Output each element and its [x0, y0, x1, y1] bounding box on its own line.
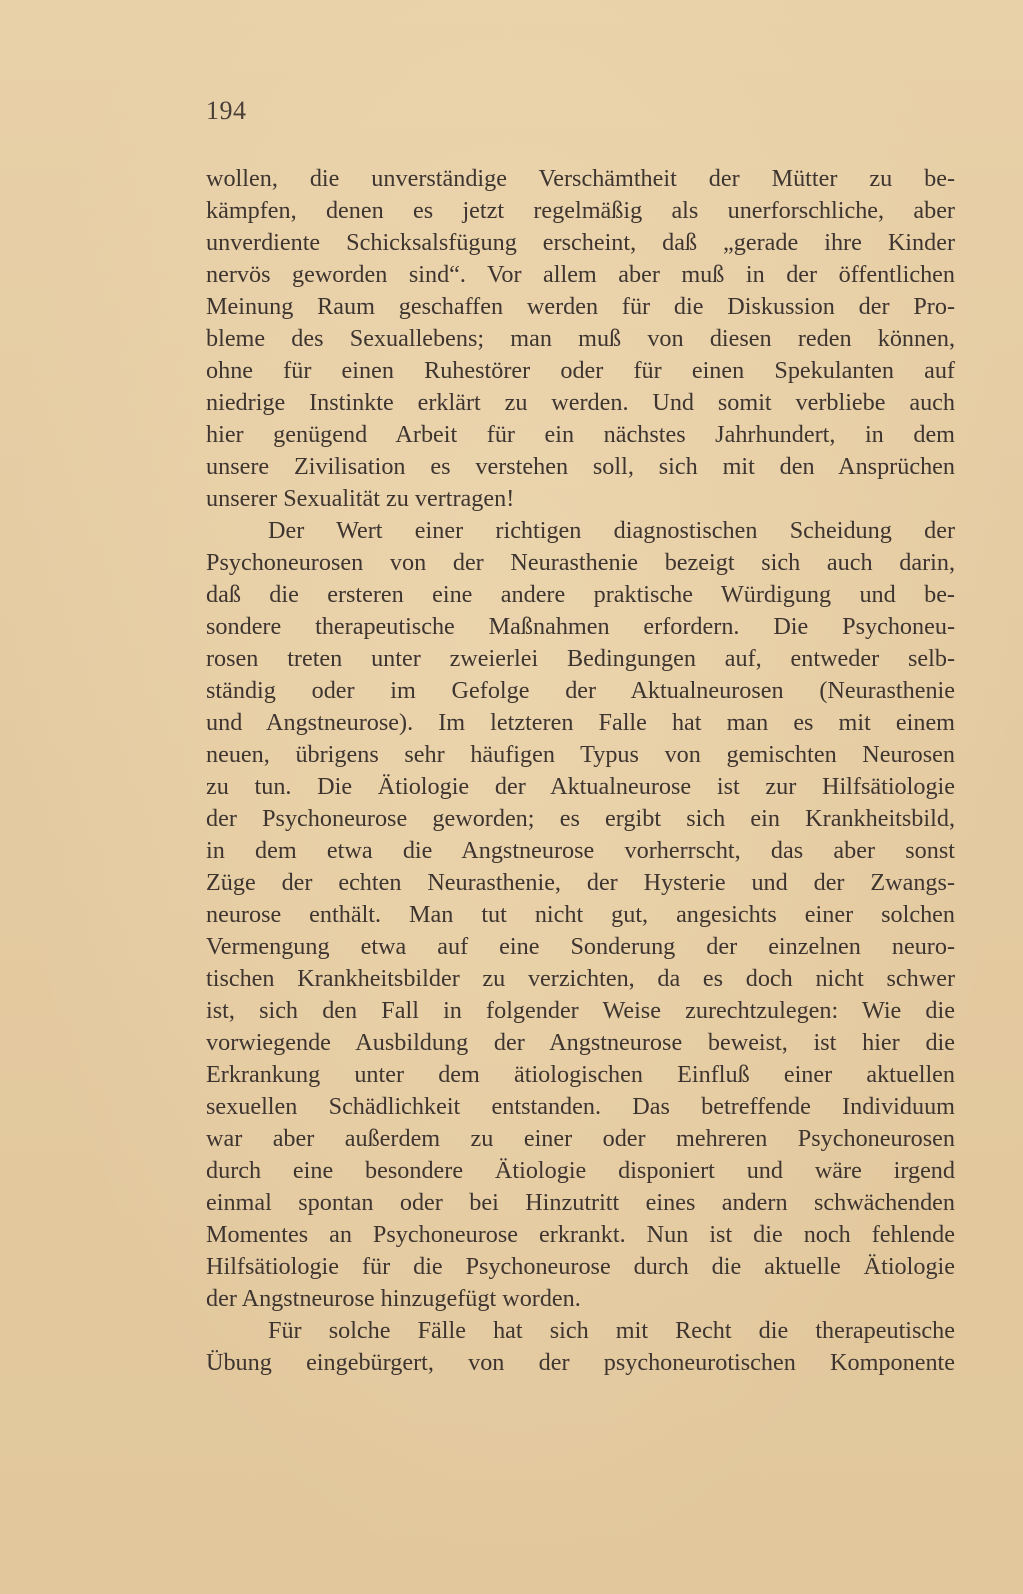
- text-line: Vermengung etwa auf eine Sonderung der einzelnen neuro-: [206, 933, 955, 960]
- text-line: sexuellen Schädlichkeit entstanden. Das betreffende Individuum: [206, 1093, 955, 1120]
- text-line: Züge der echten Neurasthenie, der Hysterie und der Zwangs-: [206, 869, 955, 896]
- text-line: der Psychoneurose geworden; es ergibt sich ein Krankheitsbild,: [206, 805, 955, 832]
- text-line: sondere therapeutische Maßnahmen erfordern. Die Psychoneu-: [206, 613, 955, 640]
- text-line: Momentes an Psychoneurose erkrankt. Nun ist die noch fehlende: [206, 1221, 955, 1248]
- text-line: Für solche Fälle hat sich mit Recht die therapeutische: [268, 1317, 955, 1344]
- text-line: kämpfen, denen es jetzt regelmäßig als unerforschliche, aber: [206, 197, 955, 224]
- text-line: tischen Krankheitsbilder zu verzichten, da es doch nicht schwer: [206, 965, 955, 992]
- text-line: neurose enthält. Man tut nicht gut, angesichts einer solchen: [206, 901, 955, 928]
- text-line: Der Wert einer richtigen diagnostischen Scheidung der: [268, 517, 955, 544]
- text-line: ohne für einen Ruhestörer oder für einen Spekulanten auf: [206, 357, 955, 384]
- text-line: und Angstneurose). Im letzteren Falle hat man es mit einem: [206, 709, 955, 736]
- text-line: durch eine besondere Ätiologie disponiert und wäre irgend: [206, 1157, 955, 1184]
- text-line: Erkrankung unter dem ätiologischen Einfluß einer aktuellen: [206, 1061, 955, 1088]
- text-line: nervös geworden sind“. Vor allem aber muß in der öffentlichen: [206, 261, 955, 288]
- text-line: unserer Sexualität zu vertragen!: [206, 485, 515, 512]
- page-number: 194: [206, 96, 247, 125]
- text-line: unsere Zivilisation es verstehen soll, sich mit den Ansprüchen: [206, 453, 955, 480]
- text-line: wollen, die unverständige Verschämtheit der Mütter zu be-: [206, 165, 955, 192]
- text-line: ständig oder im Gefolge der Aktualneurosen (Neurasthenie: [206, 677, 955, 704]
- text-line: neuen, übrigens sehr häufigen Typus von gemischten Neurosen: [206, 741, 955, 768]
- text-line: vorwiegende Ausbildung der Angstneurose beweist, ist hier die: [206, 1029, 955, 1056]
- text-line: einmal spontan oder bei Hinzutritt eines andern schwächenden: [206, 1189, 955, 1216]
- text-line: Übung eingebürgert, von der psychoneurotischen Komponente: [206, 1349, 955, 1376]
- text-line: war aber außerdem zu einer oder mehreren Psychoneurosen: [206, 1125, 955, 1152]
- text-line: Meinung Raum geschaffen werden für die Diskussion der Pro-: [206, 293, 955, 320]
- text-line: rosen treten unter zweierlei Bedingungen auf, entweder selb-: [206, 645, 955, 672]
- text-line: niedrige Instinkte erklärt zu werden. Und somit verbliebe auch: [206, 389, 955, 416]
- text-line: der Angstneurose hinzugefügt worden.: [206, 1285, 581, 1312]
- text-line: daß die ersteren eine andere praktische Würdigung und be-: [206, 581, 955, 608]
- text-line: bleme des Sexuallebens; man muß von diesen reden können,: [206, 325, 955, 352]
- text-line: unverdiente Schicksalsfügung erscheint, daß „gerade ihre Kinder: [206, 229, 955, 256]
- text-line: Hilfsätiologie für die Psychoneurose durch die aktuelle Ätiologie: [206, 1253, 955, 1280]
- text-line: in dem etwa die Angstneurose vorherrscht, das aber sonst: [206, 837, 955, 864]
- body-text: [206, 163, 955, 1379]
- text-line: zu tun. Die Ätiologie der Aktualneurose ist zur Hilfsätiologie: [206, 773, 955, 800]
- text-line: ist, sich den Fall in folgender Weise zurechtzulegen: Wie die: [206, 997, 955, 1024]
- text-line: Psychoneurosen von der Neurasthenie bezeigt sich auch darin,: [206, 549, 955, 576]
- text-line: hier genügend Arbeit für ein nächstes Jahrhundert, in dem: [206, 421, 955, 448]
